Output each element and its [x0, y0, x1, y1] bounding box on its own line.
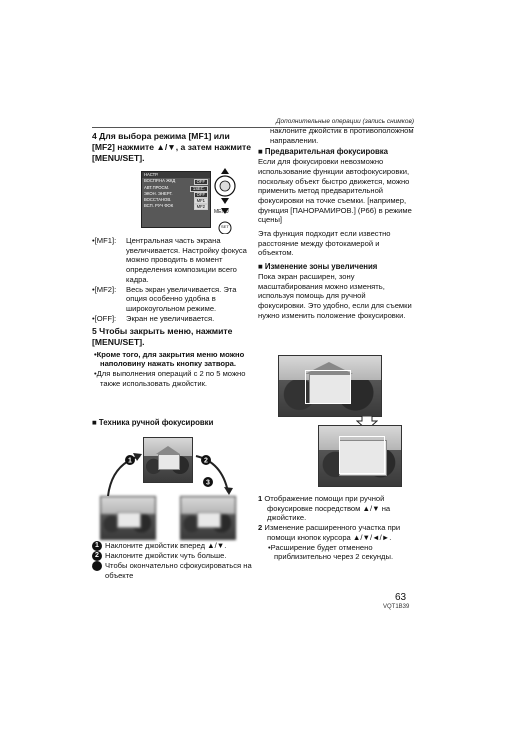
- manual-step: 1 Наклоните джойстик вперед ▲/▼.: [92, 541, 252, 551]
- zoom-steps: [258, 494, 414, 562]
- set-label: SET: [221, 224, 229, 229]
- running-header: Дополнительные операции (запись снимков): [275, 118, 414, 125]
- blurred-photo-left: [100, 496, 156, 540]
- lcd-row: [142, 203, 210, 209]
- zoom-photo-before: [278, 355, 382, 417]
- manual-step: 2 Наклоните джойстик чуть больше.: [92, 551, 252, 561]
- lcd-row-label: ВСП. РУЧ ФОК: [144, 203, 174, 209]
- zoom-frame: [339, 436, 385, 474]
- lcd-row-label: ВОССТАНОВ.: [144, 197, 172, 203]
- arrow-up-icon: [221, 168, 229, 174]
- zoom-bullet: •Расширение будет отменено приблизительно через 2 секунды.: [268, 542, 394, 562]
- menu-label: MENU: [214, 209, 229, 215]
- zoom-photo-after: [318, 425, 402, 487]
- definition-row: •[MF2]: Весь экран увеличивается. Эта опция особенно удобна в широкоугольном режиме.: [92, 284, 237, 313]
- lcd-row-value: OFF: [194, 179, 208, 185]
- step5-title: 5 Чтобы закрыть меню, нажмите [MENU/SET].: [92, 326, 233, 347]
- right-column-text: [258, 126, 414, 320]
- definition-row: •[OFF]: Экран не увеличивается.: [92, 313, 215, 323]
- step4-title: 4 Для выбора режима [MF1] или [MF2] нажмите ▲/▼, а затем нажмите [MENU/SET].: [92, 131, 251, 163]
- continued-text: наклоните джойстик в противоположном направлении.: [270, 126, 414, 145]
- step5-bullet: •Для выполнения операций с 2 по 5 можно также использовать джойстик.: [94, 369, 246, 388]
- prefocus-paragraph-2: Эта функция подходит если известно расстояние между фотокамерой и объектом.: [258, 229, 391, 258]
- manual-focus-heading: ■ Техника ручной фокусировки: [92, 418, 252, 428]
- definition-row: •[MF1]: Центральная часть экрана увеличивается. Настройку фокуса можно проводить в момент определения композиции всего кадра.: [92, 236, 247, 284]
- manual-focus-heading-block: [92, 418, 252, 428]
- document-code: VQT1B39: [383, 604, 410, 610]
- prefocus-heading: ■ Предварительная фокусировка: [258, 147, 414, 157]
- lcd-title: НАСТР.: [144, 172, 159, 177]
- svg-text:1: 1: [128, 457, 132, 465]
- lcd-row-value: MF2: [194, 204, 208, 210]
- mode-definitions: [92, 236, 252, 323]
- lcd-row-label: ВОСПР.НА ЖКД: [144, 178, 176, 184]
- lcd-row-label: ЭКОН. ЭНЕРГ.: [144, 190, 173, 196]
- manual-steps: [88, 541, 252, 581]
- zoom-step: 2 Изменение расширенного участка при помощи кнопок курсора ▲/▼/◄/►.: [258, 523, 401, 542]
- step4-title-block: [92, 131, 252, 163]
- focus-arrows: [100, 440, 240, 500]
- prefocus-paragraph: Если для фокусировки невозможно использование функции автофокусировки, поскольку объект быстро движется, можно применить метод предварительной фокусировки на точке съемки. [например, функция [ПАНОРАМИРОВ.] (P66) в режиме сцены]: [258, 157, 412, 225]
- zoom-step: 1 Отображение помощи при ручной фокусировке посредством ▲/▼ на джойстике.: [258, 494, 391, 523]
- lcd-row-label: АВТ.ПРОСМ.: [144, 184, 170, 190]
- page-number: 63: [395, 592, 407, 603]
- manual-step: 3 Чтобы окончательно сфокусироваться на объекте: [88, 561, 252, 580]
- zoom-heading: ■ Изменение зоны увеличения: [258, 262, 414, 272]
- step5-bullet: •Кроме того, для закрытия меню можно наполовину нажать кнопку затвора.: [94, 349, 245, 369]
- svg-text:3: 3: [206, 479, 210, 487]
- arrow-down-icon: [221, 198, 229, 204]
- lcd-menu-screen: [141, 171, 211, 228]
- zoom-paragraph: Пока экран расширен, зону масштабирования можно изменять, используя помощь для ручной фокусировки. Это удобно, если для съемки нужно изменить положение фокусировки.: [258, 271, 412, 320]
- svg-text:2: 2: [204, 457, 208, 465]
- lcd-row-value: OFF: [194, 192, 208, 198]
- zoom-frame: [305, 370, 351, 404]
- lcd-row-value: MF1: [194, 198, 208, 204]
- lcd-row-value: 1SEC.: [190, 186, 208, 192]
- blurred-photo-right: [180, 496, 236, 540]
- step5-block: [92, 326, 252, 388]
